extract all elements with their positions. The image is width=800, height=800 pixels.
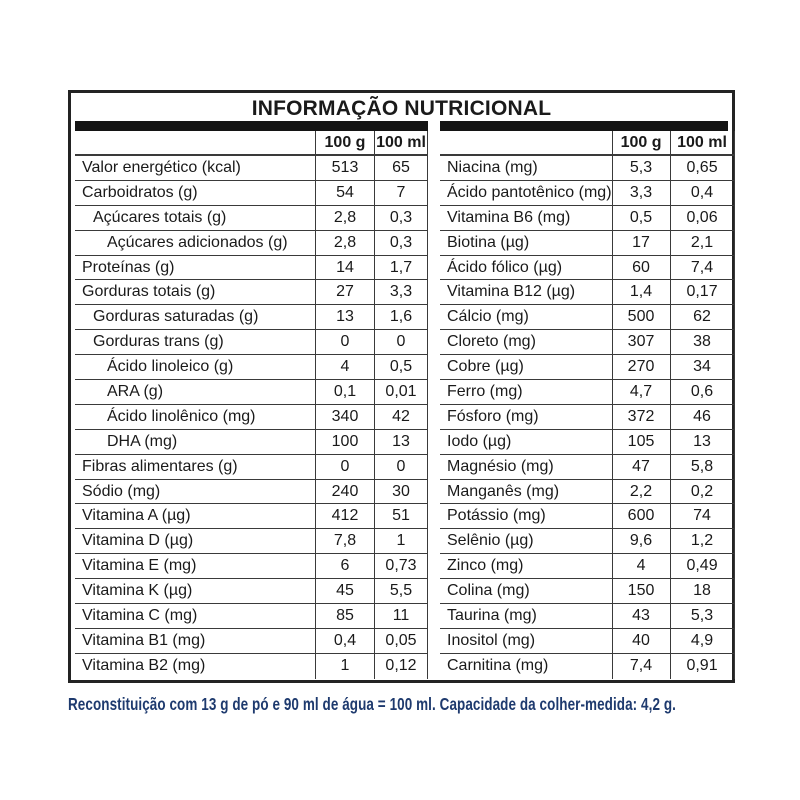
row-value-100ml: 0,65: [670, 156, 735, 181]
table-title: INFORMAÇÃO NUTRICIONAL: [251, 97, 552, 120]
row-label: Carboidratos (g): [75, 181, 315, 206]
row-label: Zinco (mg): [440, 554, 612, 579]
row-label: Fibras alimentares (g): [75, 455, 315, 480]
row-value-100ml: 5,3: [670, 604, 735, 629]
row-label: Potássio (mg): [440, 504, 612, 529]
left-header-100ml: 100 ml: [374, 131, 428, 156]
row-value-100ml: 5,8: [670, 455, 735, 480]
row-value-100ml: 51: [374, 504, 428, 529]
row-value-100ml: 62: [670, 305, 735, 330]
left-header-100g: 100 g: [315, 131, 374, 156]
row-label: Biotina (µg): [440, 231, 612, 256]
row-value-100ml: 46: [670, 405, 735, 430]
row-value-100g: 40: [612, 629, 670, 654]
row-label: Selênio (µg): [440, 529, 612, 554]
row-value-100ml: 0,73: [374, 554, 428, 579]
row-value-100ml: 0,91: [670, 654, 735, 679]
row-value-100g: 0,1: [315, 380, 374, 405]
row-label: Gorduras saturadas (g): [75, 305, 315, 330]
row-label: Vitamina B1 (mg): [75, 629, 315, 654]
row-label: Ácido linolênico (mg): [75, 405, 315, 430]
row-label: Cálcio (mg): [440, 305, 612, 330]
row-value-100ml: 0,49: [670, 554, 735, 579]
row-label: Açúcares adicionados (g): [75, 231, 315, 256]
reconstitution-note: Reconstituição com 13 g de pó e 90 ml de água = 100 ml. Capacidade da colher-medida: 4,2 g.: [68, 694, 676, 714]
row-value-100g: 1: [315, 654, 374, 679]
row-value-100ml: 65: [374, 156, 428, 181]
row-value-100g: 372: [612, 405, 670, 430]
row-value-100ml: 74: [670, 504, 735, 529]
row-value-100ml: 11: [374, 604, 428, 629]
row-label: Manganês (mg): [440, 480, 612, 505]
right-header-100g: 100 g: [612, 131, 670, 156]
row-value-100ml: 0,3: [374, 206, 428, 231]
row-value-100g: 600: [612, 504, 670, 529]
row-value-100g: 6: [315, 554, 374, 579]
left-header-spacer: [75, 131, 315, 156]
row-value-100g: 513: [315, 156, 374, 181]
row-value-100ml: 5,5: [374, 579, 428, 604]
row-value-100ml: 7: [374, 181, 428, 206]
row-value-100ml: 0,17: [670, 280, 735, 305]
row-value-100ml: 0,01: [374, 380, 428, 405]
left-half: [75, 121, 428, 679]
row-label: Iodo (µg): [440, 430, 612, 455]
row-value-100g: 4: [612, 554, 670, 579]
row-label: Proteínas (g): [75, 256, 315, 281]
row-label: Sódio (mg): [75, 480, 315, 505]
row-value-100ml: 1,2: [670, 529, 735, 554]
row-value-100g: 17: [612, 231, 670, 256]
row-label: Vitamina B6 (mg): [440, 206, 612, 231]
row-label: Ferro (mg): [440, 380, 612, 405]
row-value-100ml: 1,6: [374, 305, 428, 330]
row-value-100g: 2,8: [315, 206, 374, 231]
row-value-100ml: 30: [374, 480, 428, 505]
right-header-spacer: [440, 131, 612, 156]
row-label: Gorduras trans (g): [75, 330, 315, 355]
row-value-100g: 340: [315, 405, 374, 430]
row-value-100g: 4: [315, 355, 374, 380]
row-label: Colina (mg): [440, 579, 612, 604]
row-value-100g: 9,6: [612, 529, 670, 554]
row-label: Açúcares totais (g): [75, 206, 315, 231]
left-header-bar: [75, 121, 428, 131]
row-value-100g: 100: [315, 430, 374, 455]
row-label: Ácido fólico (µg): [440, 256, 612, 281]
row-value-100g: 45: [315, 579, 374, 604]
row-label: Cloreto (mg): [440, 330, 612, 355]
row-value-100ml: 42: [374, 405, 428, 430]
row-label: Niacina (mg): [440, 156, 612, 181]
row-value-100g: 150: [612, 579, 670, 604]
row-value-100g: 412: [315, 504, 374, 529]
row-label: Vitamina B12 (µg): [440, 280, 612, 305]
row-label: DHA (mg): [75, 430, 315, 455]
row-value-100g: 5,3: [612, 156, 670, 181]
row-label: ARA (g): [75, 380, 315, 405]
table-columns-wrapper: [71, 121, 732, 679]
row-value-100g: 1,4: [612, 280, 670, 305]
row-value-100ml: 1: [374, 529, 428, 554]
row-label: Cobre (µg): [440, 355, 612, 380]
row-value-100g: 0,5: [612, 206, 670, 231]
row-value-100g: 0: [315, 330, 374, 355]
row-value-100ml: 3,3: [374, 280, 428, 305]
row-label: Inositol (mg): [440, 629, 612, 654]
row-value-100g: 54: [315, 181, 374, 206]
row-value-100ml: 1,7: [374, 256, 428, 281]
row-value-100g: 0: [315, 455, 374, 480]
row-label: Vitamina C (mg): [75, 604, 315, 629]
right-half: [440, 121, 728, 679]
left-grid: [75, 131, 428, 679]
row-value-100ml: 38: [670, 330, 735, 355]
row-value-100ml: 0,12: [374, 654, 428, 679]
row-value-100g: 4,7: [612, 380, 670, 405]
row-label: Vitamina E (mg): [75, 554, 315, 579]
row-value-100g: 2,2: [612, 480, 670, 505]
row-value-100g: 27: [315, 280, 374, 305]
row-label: Vitamina B2 (mg): [82, 657, 206, 675]
row-label: Valor energético (kcal): [75, 156, 315, 181]
row-value-100g: 3,3: [612, 181, 670, 206]
right-header-100ml: 100 ml: [670, 131, 735, 156]
row-label: Carnitina (mg): [447, 657, 549, 675]
row-value-100g: 307: [612, 330, 670, 355]
row-label: Vitamina K (µg): [75, 579, 315, 604]
row-value-100ml: 0,2: [670, 480, 735, 505]
row-label: Taurina (mg): [440, 604, 612, 629]
row-value-100g: 47: [612, 455, 670, 480]
row-value-100ml: 18: [670, 579, 735, 604]
right-grid: [440, 131, 728, 679]
row-value-100ml: 13: [670, 430, 735, 455]
row-value-100ml: 13: [374, 430, 428, 455]
row-value-100ml: 0,5: [374, 355, 428, 380]
row-label: Vitamina A (µg): [75, 504, 315, 529]
row-value-100g: 13: [315, 305, 374, 330]
row-value-100ml: 2,1: [670, 231, 735, 256]
row-value-100ml: 0,4: [670, 181, 735, 206]
row-label: Fósforo (mg): [440, 405, 612, 430]
row-value-100g: 7,4: [612, 654, 670, 679]
row-label: Ácido pantotênico (mg): [440, 181, 612, 206]
row-value-100g: 7,8: [315, 529, 374, 554]
row-value-100g: 43: [612, 604, 670, 629]
row-value-100g: 2,8: [315, 231, 374, 256]
row-value-100g: 105: [612, 430, 670, 455]
row-value-100ml: 34: [670, 355, 735, 380]
row-value-100ml: 0,05: [374, 629, 428, 654]
row-value-100g: 60: [612, 256, 670, 281]
row-value-100g: 240: [315, 480, 374, 505]
row-value-100ml: 0,06: [670, 206, 735, 231]
row-label: Gorduras totais (g): [75, 280, 315, 305]
right-header-bar: [440, 121, 728, 131]
row-value-100ml: 4,9: [670, 629, 735, 654]
row-value-100ml: 0,3: [374, 231, 428, 256]
row-label: Ácido linoleico (g): [75, 355, 315, 380]
row-label: Vitamina D (µg): [75, 529, 315, 554]
row-value-100g: 270: [612, 355, 670, 380]
row-value-100g: 14: [315, 256, 374, 281]
row-value-100g: 0,4: [315, 629, 374, 654]
nutrition-facts-table: [68, 90, 735, 683]
row-label: Magnésio (mg): [440, 455, 612, 480]
row-value-100ml: 0,6: [670, 380, 735, 405]
row-value-100ml: 0: [374, 455, 428, 480]
row-value-100g: 500: [612, 305, 670, 330]
row-value-100ml: 7,4: [670, 256, 735, 281]
row-value-100g: 85: [315, 604, 374, 629]
row-value-100ml: 0: [374, 330, 428, 355]
